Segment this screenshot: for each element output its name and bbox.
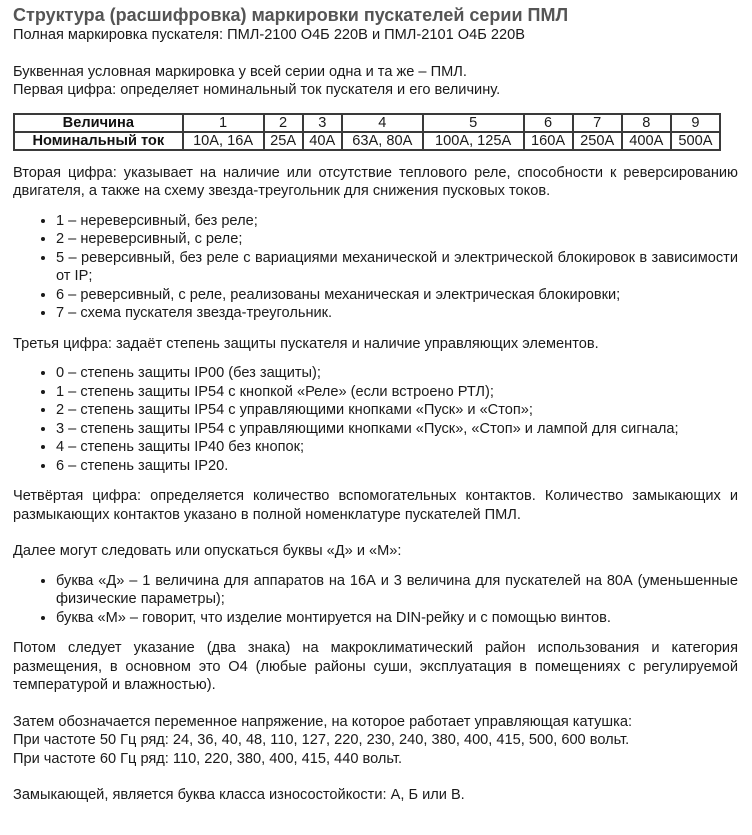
voltage-50hz: При частоте 50 Гц ряд: 24, 36, 40, 48, 110, 127, 220, 230, 240, 380, 400, 415, 500, 600 вольт. xyxy=(13,732,630,748)
table-cell: 500А xyxy=(671,132,720,150)
size-current-table xyxy=(13,113,721,151)
table-cell: 100А, 125А xyxy=(423,132,524,150)
list-item: • 1 – степень защиты IP54 с кнопкой «Реле» (если встроено РТЛ); xyxy=(56,383,738,402)
letter-marking-text: Буквенная условная маркировка у всей серии одна и та же – ПМЛ. xyxy=(13,63,467,80)
table-cell: 250А xyxy=(573,132,622,150)
table-cell: 400А xyxy=(622,132,671,150)
table-cell: 63А, 80А xyxy=(342,132,423,150)
table-cell: 3 xyxy=(303,114,342,132)
table-cell: 10А, 16А xyxy=(183,132,264,150)
table-cell: 4 xyxy=(342,114,423,132)
page-title: Структура (расшифровка) маркировки пускателей серии ПМЛ xyxy=(13,5,569,25)
list-item: • 7 – схема пускателя звезда-треугольник. xyxy=(56,304,738,323)
table-cell: 1 xyxy=(183,114,264,132)
fourth-digit-text: Четвёртая цифра: определяется количество вспомогательных контактов. Количество замыкающих и размыкающих контактов указано в полной номенклатуре пускателей ПМЛ. xyxy=(13,488,738,523)
full-marking-text: Полная маркировка пускателя: ПМЛ-2100 О4Б 220В и ПМЛ-2101 О4Б 220В xyxy=(13,27,525,43)
third-digit-intro: Третья цифра: задаёт степень защиты пускателя и наличие управляющих элементов. xyxy=(13,335,599,352)
table-cell: 25А xyxy=(264,132,303,150)
list-item: • 2 – нереверсивный, с реле; xyxy=(56,230,738,249)
second-digit-list xyxy=(13,212,738,323)
first-digit-text: Первая цифра: определяет номинальный ток пускателя и его величину. xyxy=(13,82,501,98)
table-cell: 7 xyxy=(573,114,622,132)
list-item: • 1 – нереверсивный, без реле; xyxy=(56,212,738,231)
table-row-current xyxy=(14,132,720,150)
list-item: • 3 – степень защиты IP54 с управляющими кнопками «Пуск», «Стоп» и лампой для сигнала; xyxy=(56,420,738,439)
list-item: • 4 – степень защиты IP40 без кнопок; xyxy=(56,438,738,457)
table-cell: 9 xyxy=(671,114,720,132)
list-item: • 6 – реверсивный, с реле, реализованы механическая и электрическая блокировки; xyxy=(56,286,738,305)
list-item: • буква «М» – говорит, что изделие монтируется на DIN-рейку и с помощью винтов. xyxy=(56,609,738,628)
list-item: • 0 – степень защиты IP00 (без защиты); xyxy=(56,364,738,383)
list-item: • буква «Д» – 1 величина для аппаратов на 16А и 3 величина для пускателей на 80А (уменьшенные физические параметры); xyxy=(56,572,738,609)
table-row-size xyxy=(14,114,720,132)
list-item: • 6 – степень защиты IP20. xyxy=(56,457,738,476)
voltage-intro: Затем обозначается переменное напряжение, на которое работает управляющая катушка: xyxy=(13,713,633,730)
wear-class-text: Замыкающей, является буква класса износостойкости: А, Б или В. xyxy=(13,787,465,803)
second-digit-intro: Вторая цифра: указывает на наличие или отсутствие теплового реле, способности к реверсированию двигателя, а также на схему звезда-треугольник для снижения пусковых токов. xyxy=(13,164,738,199)
row-header-current: Номинальный ток xyxy=(14,132,183,150)
third-digit-list xyxy=(13,364,738,475)
climate-text: Потом следует указание (два знака) на макроклиматический район использования и категория размещения, в основном это О4 (любые районы суши, эксплуатация в помещениях с регулируемой температурой и влажностью). xyxy=(13,640,738,693)
table-cell: 160А xyxy=(524,132,573,150)
letters-list xyxy=(13,572,738,628)
list-item: • 2 – степень защиты IP54 с управляющими кнопками «Пуск» и «Стоп»; xyxy=(56,401,738,420)
row-header-size: Величина xyxy=(14,114,183,132)
letters-intro: Далее могут следовать или опускаться буквы «Д» и «М»: xyxy=(13,543,402,559)
table-cell: 40А xyxy=(303,132,342,150)
table-cell: 8 xyxy=(622,114,671,132)
list-item: • 5 – реверсивный, без реле с вариациями механической и электрической блокировок в зависимости от IP; xyxy=(56,249,738,286)
table-cell: 2 xyxy=(264,114,303,132)
table-cell: 5 xyxy=(423,114,524,132)
table-cell: 6 xyxy=(524,114,573,132)
voltage-60hz: При частоте 60 Гц ряд: 110, 220, 380, 400, 415, 440 вольт. xyxy=(13,750,403,767)
